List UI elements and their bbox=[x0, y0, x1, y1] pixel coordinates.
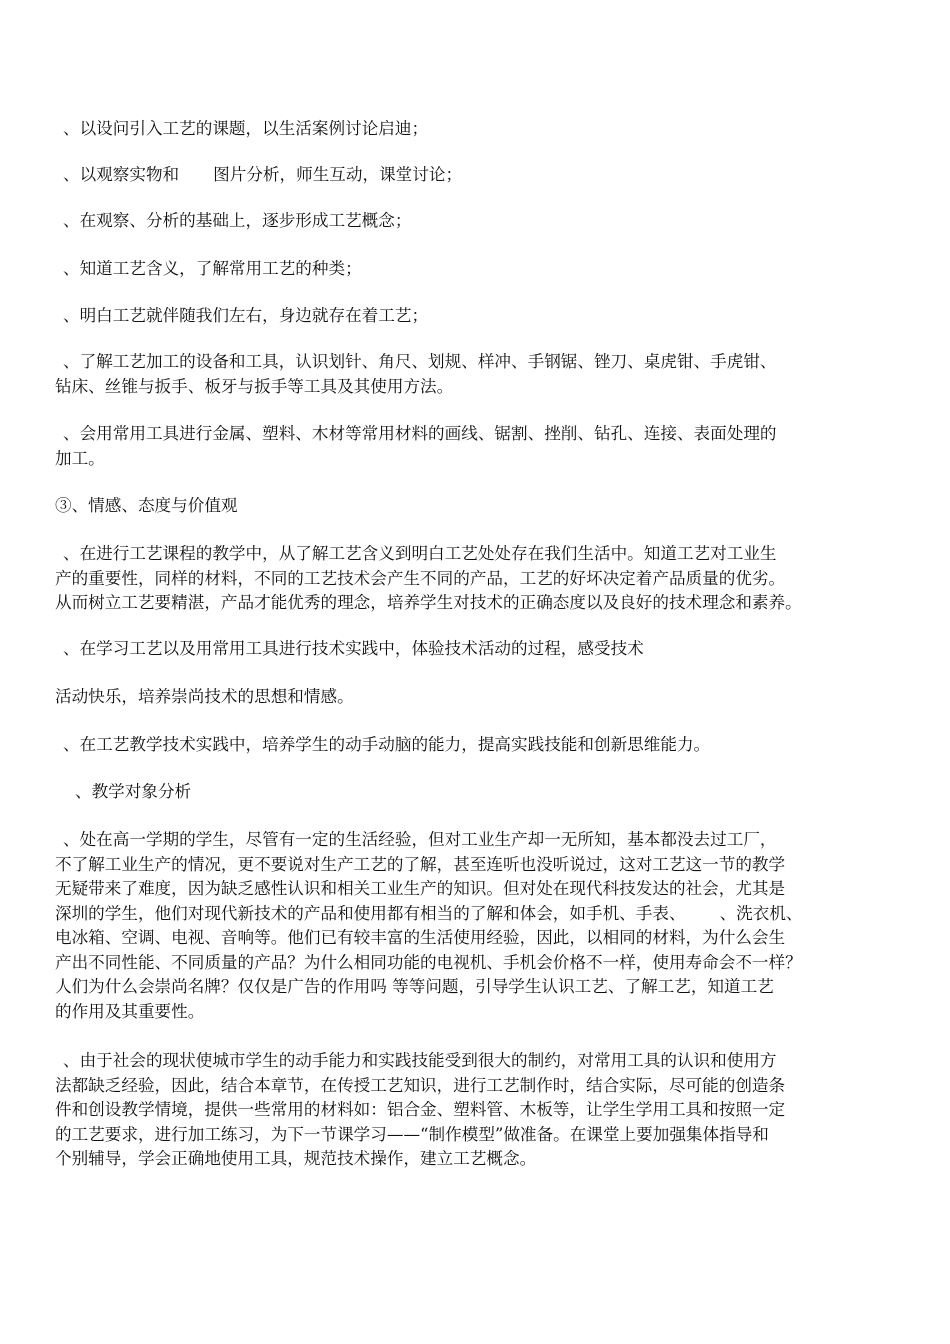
text-line: 、在观察、分析的基础上，逐步形成工艺概念； bbox=[63, 211, 412, 230]
text-line: 、明白工艺就伴随我们左右，身边就存在着工艺； bbox=[63, 306, 429, 325]
text-line: 个别辅导，学会正确地使用工具，规范技术操作，建立工艺概念。 bbox=[55, 1149, 537, 1168]
text-line: 产的重要性，同样的材料，不同的工艺技术会产生不同的产品，工艺的好坏决定着产品质量的优劣。 bbox=[55, 568, 786, 588]
paragraph-6 bbox=[55, 350, 893, 399]
text-line: 、处在高一学期的学生，尽管有一定的生活经验，但对工业生产却一无所知，基本都没去过工厂， bbox=[63, 830, 777, 849]
text-line: 的作用及其重要性。 bbox=[55, 1001, 205, 1021]
text-segment: 图片分析，师生互动，课堂讨论； bbox=[213, 165, 463, 184]
text-line: 钻床、丝锥与扳手、板牙与扳手等工具及其使用方法。 bbox=[55, 376, 454, 396]
text-line: 人们为什么会崇尚名牌？仅仅是广告的作用吗 等等问题，引导学生认识工艺、了解工艺，知道工艺 bbox=[55, 977, 774, 996]
text-line: 产出不同性能、不同质量的产品？为什么相同功能的电视机、手机会价格不一样，使用寿命会不一样？ bbox=[55, 952, 802, 972]
paragraph-11 bbox=[55, 733, 901, 758]
text-line: 、由于社会的现状使城市学生的动手能力和实践技能受到很大的制约，对常用工具的认识和使用方 bbox=[63, 1051, 777, 1070]
text-line: 法都缺乏经验，因此，结合本章节，在传授工艺知识，进行工艺制作时，结合实际，尽可能的创造条 bbox=[55, 1075, 786, 1095]
text-segment: 、洗衣机、 bbox=[719, 903, 803, 923]
text-line: 活动快乐，培养崇尚技术的思想和情感。 bbox=[55, 687, 354, 706]
paragraph-2 bbox=[55, 163, 901, 188]
paragraph-13 bbox=[55, 1049, 893, 1172]
section-heading-emotion bbox=[55, 494, 893, 519]
text-line: 的工艺要求，进行加工练习，为下一节课学习——“制作模型”做准备。在课堂上要加强集体指导和 bbox=[55, 1124, 769, 1144]
paragraph-3 bbox=[55, 209, 901, 234]
text-line: 不了解工业生产的情况，更不要说对生产工艺的了解，甚至连听也没听说过，这对工艺这一节的教学 bbox=[55, 854, 786, 874]
text-line: 、教学对象分析 bbox=[75, 782, 192, 801]
text-line: 加工。 bbox=[55, 448, 105, 468]
text-line bbox=[63, 163, 901, 188]
paragraph-5 bbox=[55, 304, 901, 329]
text-line: 电冰箱、空调、电视、音响等。他们已有较丰富的生活使用经验，因此，以相同的材料，为什么会生 bbox=[55, 928, 786, 947]
text-line: 、知道工艺含义，了解常用工艺的种类； bbox=[63, 259, 362, 278]
text-line: 从而树立工艺要精湛，产品才能优秀的理念，培养学生对技术的正确态度以及良好的技术理念和素养。 bbox=[55, 593, 802, 612]
text-line: 件和创设教学情境，提供一些常用的材料如：铝合金、塑料管、木板等，让学生学用工具和按照一定 bbox=[55, 1100, 786, 1119]
paragraph-8 bbox=[55, 542, 893, 616]
text-line: 、会用常用工具进行金属、塑料、木材等常用材料的画线、锯割、挫削、钻孔、连接、表面处理的 bbox=[63, 424, 777, 443]
text-line: ③、情感、态度与价值观 bbox=[55, 496, 238, 515]
text-line: 、在学习工艺以及用常用工具进行技术实践中，体验技术活动的过程，感受技术 bbox=[63, 639, 644, 658]
text-segment: 深圳的学生，他们对现代新技术的产品和使用都有相当的了解和体会，如手机、手表、 bbox=[55, 903, 686, 923]
paragraph-7 bbox=[55, 422, 893, 471]
paragraph-10 bbox=[55, 685, 893, 710]
text-line: 、了解工艺加工的设备和工具，认识划针、角尺、划规、样冲、手钢锯、锉刀、桌虎钳、手虎钳、 bbox=[63, 352, 777, 371]
paragraph-9 bbox=[55, 637, 901, 662]
text-line: 无疑带来了难度，因为缺乏感性认识和相关工业生产的知识。但对处在现代科技发达的社会，尤其是 bbox=[55, 879, 786, 898]
text-segment: 、以观察实物和 bbox=[63, 165, 180, 184]
text-line: 、以设问引入工艺的课题，以生活案例讨论启迪； bbox=[63, 119, 429, 138]
text-line: 、在工艺教学技术实践中，培养学生的动手动脑的能力，提高实践技能和创新思维能力。 bbox=[63, 735, 711, 754]
text-line: 、在进行工艺课程的教学中，从了解工艺含义到明白工艺处处存在我们生活中。知道工艺对工业生 bbox=[63, 544, 777, 563]
paragraph-1 bbox=[55, 117, 901, 142]
paragraph-4 bbox=[55, 257, 901, 282]
section-heading-analysis bbox=[55, 780, 913, 805]
paragraph-12 bbox=[55, 828, 893, 1024]
text-line bbox=[55, 902, 893, 927]
